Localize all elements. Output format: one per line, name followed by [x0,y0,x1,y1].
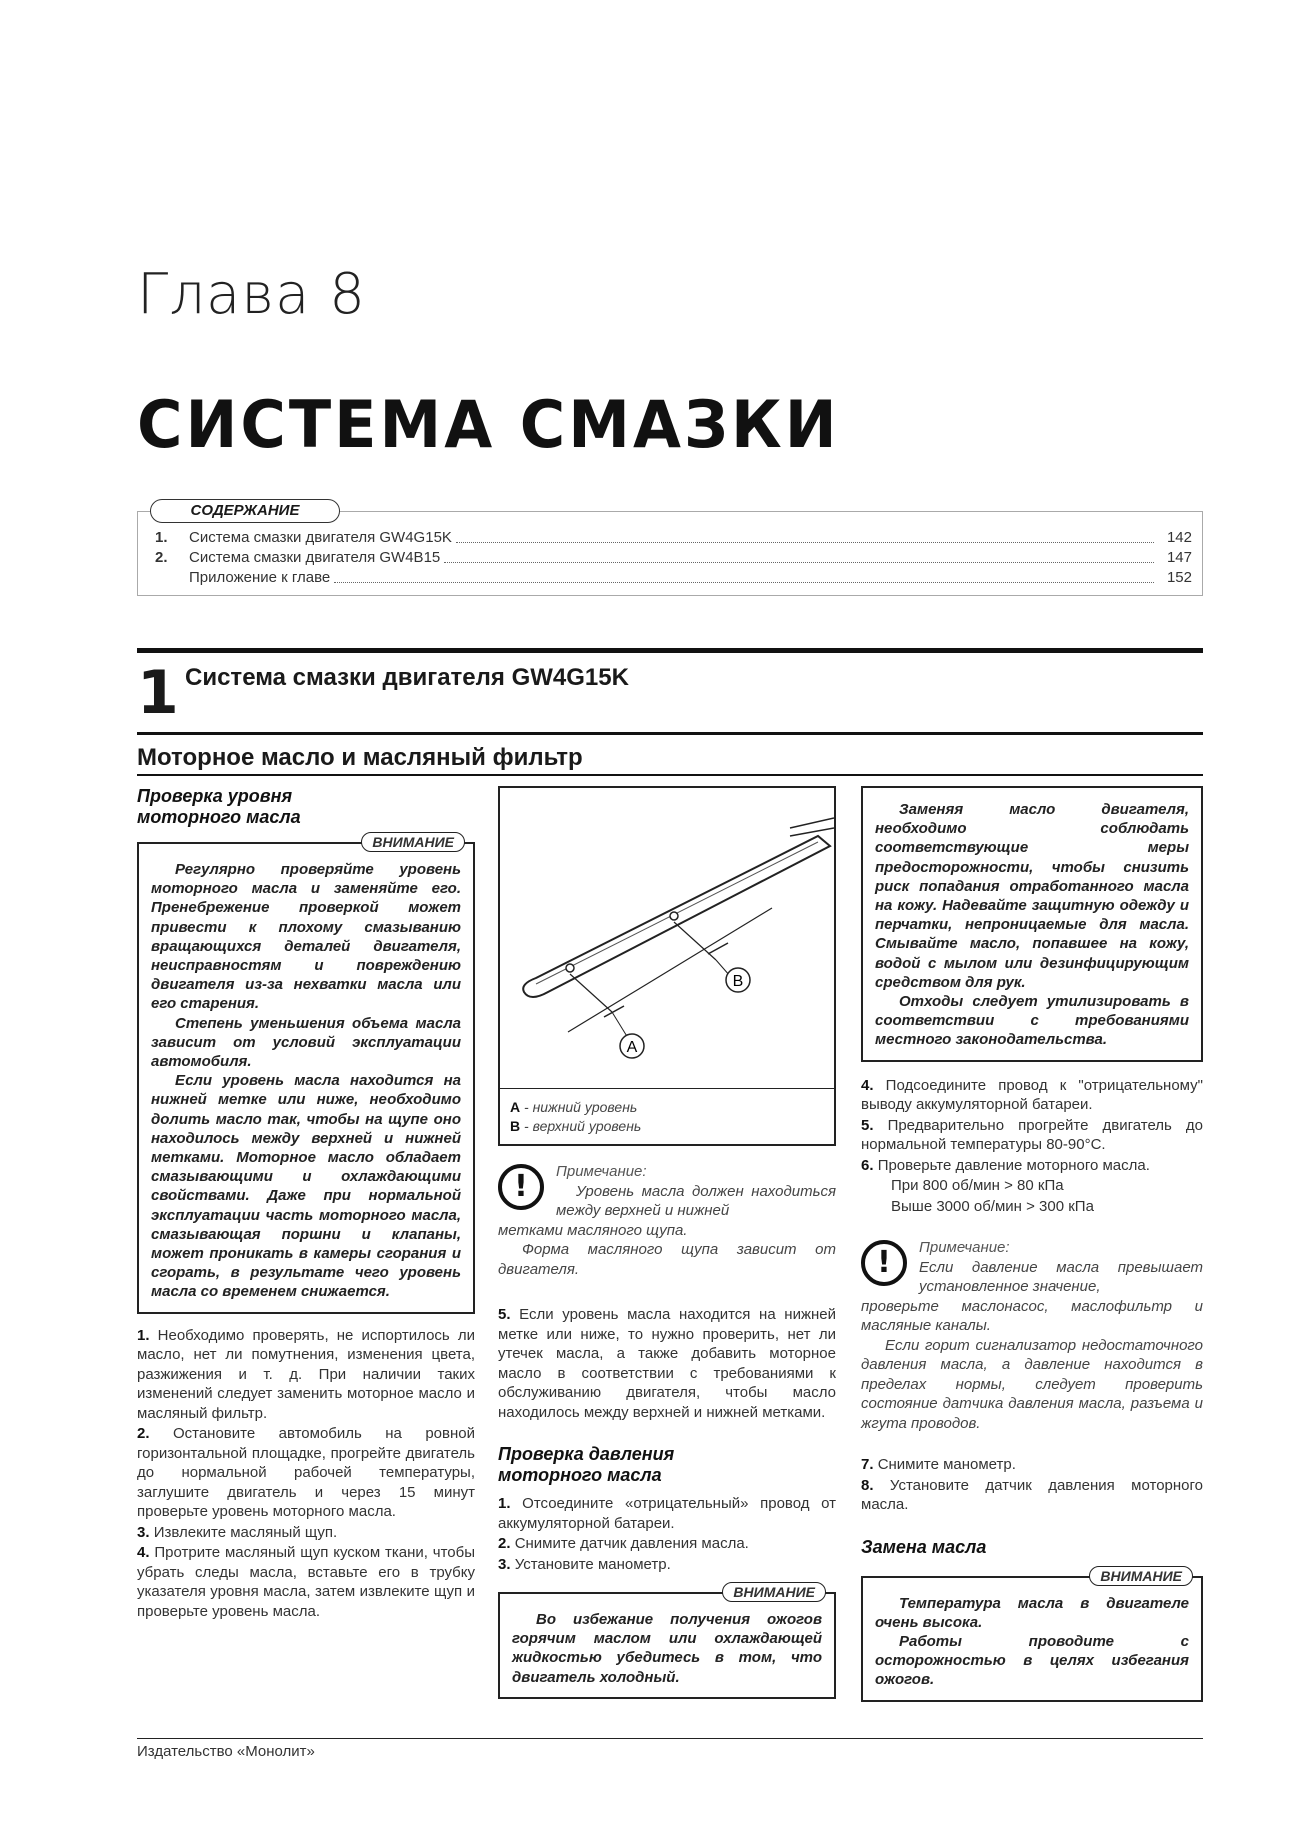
heading-line: Проверка давления [498,1444,675,1464]
step-item [137,1543,475,1621]
warning-block [498,1584,836,1699]
warning-box [861,786,1203,1062]
warning-block [137,834,475,1314]
toc-item-page: 142 [1166,529,1192,546]
label-b: B [732,973,744,990]
step-number: 5. [498,1306,511,1323]
note-label: Примечание: [919,1239,1010,1257]
toc-item-number: 2. [155,549,168,566]
column-middle [498,786,836,1699]
note-block [498,1162,836,1279]
column-right [861,786,1203,1702]
step-number: 3. [137,1523,150,1541]
exclamation-icon: ! [861,1240,907,1286]
heading-line: моторного масла [137,807,301,827]
step-text: Установите манометр. [514,1555,671,1573]
caption-text: - верхний уровень [520,1118,642,1134]
section-title: Система смазки двигателя GW4G15K [185,664,629,691]
step-number: 5. [861,1116,874,1134]
toc-header: СОДЕРЖАНИЕ [150,499,340,523]
steps-list [861,1455,1203,1515]
toc-leader [444,548,1154,563]
warning-tag: ВНИМАНИЕ [361,832,465,852]
warning-paragraph: Степень уменьшения объема масла зависит от условий эксплуатации автомобиля. [151,1014,461,1071]
warning-box [498,1592,836,1699]
section-number: 1 [137,658,179,728]
step-number: 2. [137,1425,150,1443]
heading-oil-pressure-check [498,1444,836,1486]
step-item [498,1305,836,1422]
warning-block [861,1567,1203,1702]
warning-paragraph: Отходы следует утилизировать в соответствии с требованиями местного законодательства. [875,993,1189,1049]
step-text: Подсоедините провод к "отрицательному" выводу аккумуляторной батареи. [861,1076,1203,1114]
step-text: Остановите автомобиль на ровной горизонтальной площадке, прогрейте двигатель до нормальной рабочей температуры, заглушите двигатель и через 15 минут проверьте уровень моторного масла. [137,1425,475,1521]
toc-item-page: 152 [1166,569,1192,586]
step-text: Снимите манометр. [877,1456,1016,1474]
step-item [861,1156,1203,1176]
step-number: 8. [861,1476,874,1494]
step-number: 4. [861,1076,874,1094]
label-a: A [626,1039,638,1056]
step-item [137,1424,475,1522]
note-text: Форма масляного щупа зависит от двигателя. [498,1241,836,1278]
pressure-value: Выше 3000 об/мин > 300 кПа [891,1197,1094,1215]
toc-item[interactable] [155,528,1192,548]
step-text: Предварительно прогрейте двигатель до нормальной температуры 80-90°C. [861,1116,1204,1154]
exclamation-icon: ! [498,1164,544,1210]
toc-leader [456,528,1154,543]
step-number: 1. [137,1326,150,1344]
step-item [498,1494,836,1533]
heading-oil-level-check [137,786,475,828]
step-item [137,1326,475,1424]
step-text: Снимите датчик давления масла. [514,1535,749,1552]
section-rule-bottom [137,732,1203,735]
step-item [498,1534,836,1554]
step-item [861,1116,1203,1155]
warning-paragraph: Если уровень масла находится на нижней метке или ниже, необходимо долить масло так, чтобы на щупе оно находилось между верхней и нижней метками. Моторное масло обладает смазывающими и охлаждающими свойствами. Даже при нормальной эксплуатации часть моторного масла, смазывающая поршни и клапаны, может проникать в камеры сгорания и сгорать, в результате чего уровень масла со временем снижается. [151,1072,461,1301]
toc-item-text[interactable]: Приложение к главе [189,569,331,586]
toc-item-text[interactable]: Система смазки двигателя GW4B15 [189,549,441,566]
column-left [137,786,475,1622]
step-number: 6. [861,1156,874,1174]
dipstick-figure [498,786,836,1146]
step-item [861,1076,1203,1115]
note-text: проверьте маслонасос, маслофильтр и масляные каналы. [861,1297,1203,1335]
warning-paragraph: Во избежание получения ожогов горячим маслом или охлаждающей жидкостью убедитесь в том, что двигатель холодный. [512,1611,822,1686]
heading-line: моторного масла [498,1465,662,1485]
step-text: Извлеките масляный щуп. [153,1523,338,1541]
caption-text: - нижний уровень [520,1099,638,1115]
figure-caption [510,1098,641,1136]
warning-paragraph: Температура масла в двигателе очень высока. [875,1594,1189,1631]
toc-leader [334,568,1154,583]
step-text: Отсоедините «отрицательный» провод от аккумуляторной батареи. [498,1495,836,1532]
warning-paragraph: Заменяя масло двигателя, необходимо соблюдать соответствующие меры предосторожности, чтобы снизить риск попадания отработанного масла на кожу. Надевайте защитную одежду и перчатки, непроницаемые для масла. Смывайте масло, попавшее на кожу, водой с мылом или дезинфицирующим средством для рук. [875,801,1189,991]
subsection-title: Моторное масло и масляный фильтр [137,744,583,771]
heading-line: Проверка уровня [137,786,293,806]
caption-key: B [510,1118,521,1134]
step-number: 3. [498,1555,511,1573]
toc-item-page: 147 [1166,549,1192,566]
steps-list [861,1076,1203,1217]
heading-oil-change: Замена масла [861,1536,987,1557]
chapter-label: Глава 8 [137,262,366,327]
chapter-title: СИСТЕМА СМАЗКИ [137,386,840,463]
step-text: Установите датчик давления моторного масла. [861,1476,1204,1514]
step-text: Протрите масляный щуп куском ткани, чтобы убрать следы масла, вставьте его в трубку указателя уровня масла, затем извлеките щуп и проверьте уровень масла. [137,1544,475,1620]
subsection-rule [137,774,1203,776]
toc-item-number [155,568,189,588]
step-text: Необходимо проверять, не испортилось ли масло, нет ли помутнения, изменения цвета, разжижения и т. д. При наличии таких изменений следует заменить моторное масло и масляный фильтр. [137,1326,475,1422]
caption-key: A [510,1099,521,1115]
note-text: Если давление масла превышает установленное значение, [919,1258,1203,1296]
toc-item-number: 1. [155,529,168,546]
toc-item-text[interactable]: Система смазки двигателя GW4G15K [189,529,452,546]
section-rule [137,648,1203,653]
step-item [861,1476,1203,1515]
warning-box [137,842,475,1314]
warning-paragraph: Регулярно проверяйте уровень моторного масла и заменяйте его. Пренебрежение проверкой может привести к плохому смазыванию вращающихся деталей двигателя, неисправностям и повреждению двигателя из-за нехватки масла или его старения. [151,861,461,1013]
step-number: 2. [498,1535,511,1552]
page-footer: Издательство «Монолит» [137,1738,1203,1760]
step-item [498,1555,836,1575]
note-text: Уровень масла должен находиться между верхней и нижней [556,1182,836,1219]
toc-item[interactable] [155,568,1192,588]
warning-tag: ВНИМАНИЕ [722,1582,826,1602]
step-item [861,1455,1203,1475]
step-item [137,1523,475,1543]
warning-box [861,1576,1203,1702]
step-number: 4. [137,1544,150,1562]
dipstick-illustration [500,788,834,1078]
step-number: 1. [498,1495,511,1512]
warning-tag: ВНИМАНИЕ [1089,1566,1193,1586]
note-text: Если горит сигнализатор недостаточного давления масла, а давление находится в пределах нормы, следует проверить состояние датчика давления масла, разъема и жгута проводов. [861,1336,1203,1432]
pressure-value: При 800 об/мин > 80 кПа [891,1177,1064,1195]
step-text: Если уровень масла находится на нижней метке или ниже, то нужно проверить, нет ли утечек масла, а также добавить моторное масло в соответствии с требованиями к обслуживанию двигателя, чтобы масло находилось между верхней и нижней метками. [498,1306,836,1421]
steps-list [498,1494,836,1574]
step-text: Проверьте давление моторного масла. [877,1156,1150,1174]
note-text: метками масляного щупа. [498,1221,688,1239]
note-block [861,1238,1203,1433]
warning-paragraph: Работы проводите с осторожностью в целях избегания ожогов. [875,1633,1189,1689]
toc-item[interactable] [155,548,1192,568]
steps-list [498,1305,836,1422]
steps-list [137,1326,475,1622]
table-of-contents [137,511,1203,596]
step-number: 7. [861,1456,874,1474]
note-label: Примечание: [556,1163,647,1180]
